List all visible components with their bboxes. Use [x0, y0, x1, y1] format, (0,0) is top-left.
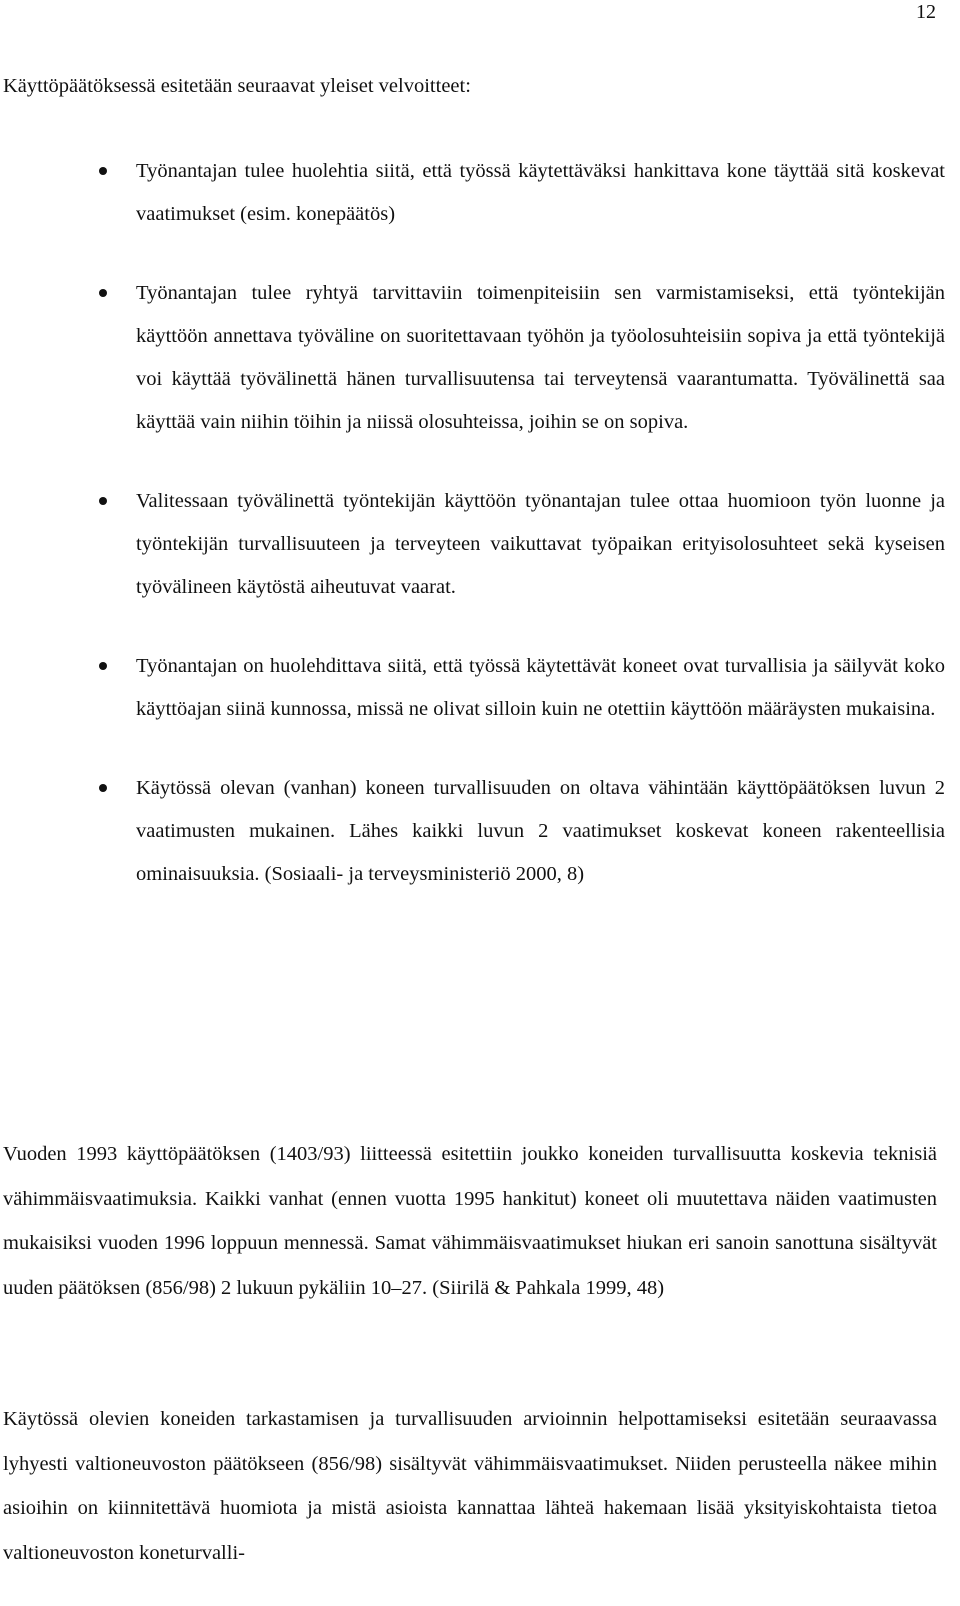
bullet-icon [99, 497, 107, 505]
obligations-list [0, 150, 945, 932]
list-item [0, 150, 945, 236]
list-item-text: Työnantajan on huolehdittava siitä, että työssä käytettävät koneet ovat turvallisia ja säilyvät koko käyttöajan siinä kunnossa, missä ne olivat silloin kuin ne otettiin käyttöön määräysten mukaisina. [136, 655, 945, 720]
bullet-icon [99, 784, 107, 792]
list-item [0, 767, 945, 896]
list-item [0, 480, 945, 609]
bullet-icon [99, 662, 107, 670]
list-item [0, 645, 945, 731]
list-item-text: Käytössä olevan (vanhan) koneen turvallisuuden on oltava vähintään käyttöpäätöksen luvun 2 vaatimusten mukainen. Lähes kaikki luvun 2 vaatimukset koskevat koneen rakenteellisia ominaisuuksia. (Sosiaali- ja terveysministeriö 2000, 8) [136, 777, 945, 885]
list-item-text: Valitessaan työvälinettä työntekijän käyttöön työnantajan tulee ottaa huomioon työn luonne ja työntekijän turvallisuuteen ja terveyteen vaikuttavat työpaikan erityisolosuhteet sekä kyseisen työvälineen käytöstä aiheutuvat vaarat. [136, 490, 945, 598]
body-paragraph: Vuoden 1993 käyttöpäätöksen (1403/93) liitteessä esitettiin joukko koneiden turvallisuutta koskevia teknisiä vähimmäisvaatimuksia. Kaikki vanhat (ennen vuotta 1995 hankitut) koneet oli muutettava näiden vaatimusten mukaisiksi vuoden 1996 loppuun mennessä. Samat vähimmäisvaatimukset hiukan eri sanoin sanottuna sisältyvät uuden päätöksen (856/98) 2 lukuun pykäliin 10–27. (Siirilä & Pahkala 1999, 48) [3, 1143, 937, 1299]
bullet-icon [99, 289, 107, 297]
page-number: 12 [916, 1, 936, 23]
bullet-icon [99, 167, 107, 175]
list-item-text: Työnantajan tulee huolehtia siitä, että työssä käytettäväksi hankittava kone täyttää sitä koskevat vaatimukset (esim. konepäätös) [136, 160, 945, 225]
body-paragraph: Käytössä olevien koneiden tarkastamisen ja turvallisuuden arvioinnin helpottamiseksi esitetään seuraavassa lyhyesti valtioneuvoston päätökseen (856/98) sisältyvät vähimmäisvaatimukset. Niiden perusteella näkee mihin asioihin on kiinnitettävä huomiota ja mistä asioista kannattaa lähteä hakemaan lisää yksityiskohtaista tietoa valtioneuvoston koneturvalli- [3, 1408, 937, 1564]
list-item-text: Työnantajan tulee ryhtyä tarvittaviin toimenpiteisiin sen varmistamiseksi, että työntekijän käyttöön annettava työväline on suoritettavaan työhön ja työolosuhteisiin sopiva ja että työntekijä voi käyttää työvälinettä hänen turvallisuutensa tai terveytensä vaarantumatta. Työvälinettä saa käyttää vain niihin töihin ja niissä olosuhteissa, joihin se on sopiva. [136, 282, 945, 433]
intro-text: Käyttöpäätöksessä esitetään seuraavat yleiset velvoitteet: [3, 75, 471, 97]
list-item [0, 272, 945, 444]
